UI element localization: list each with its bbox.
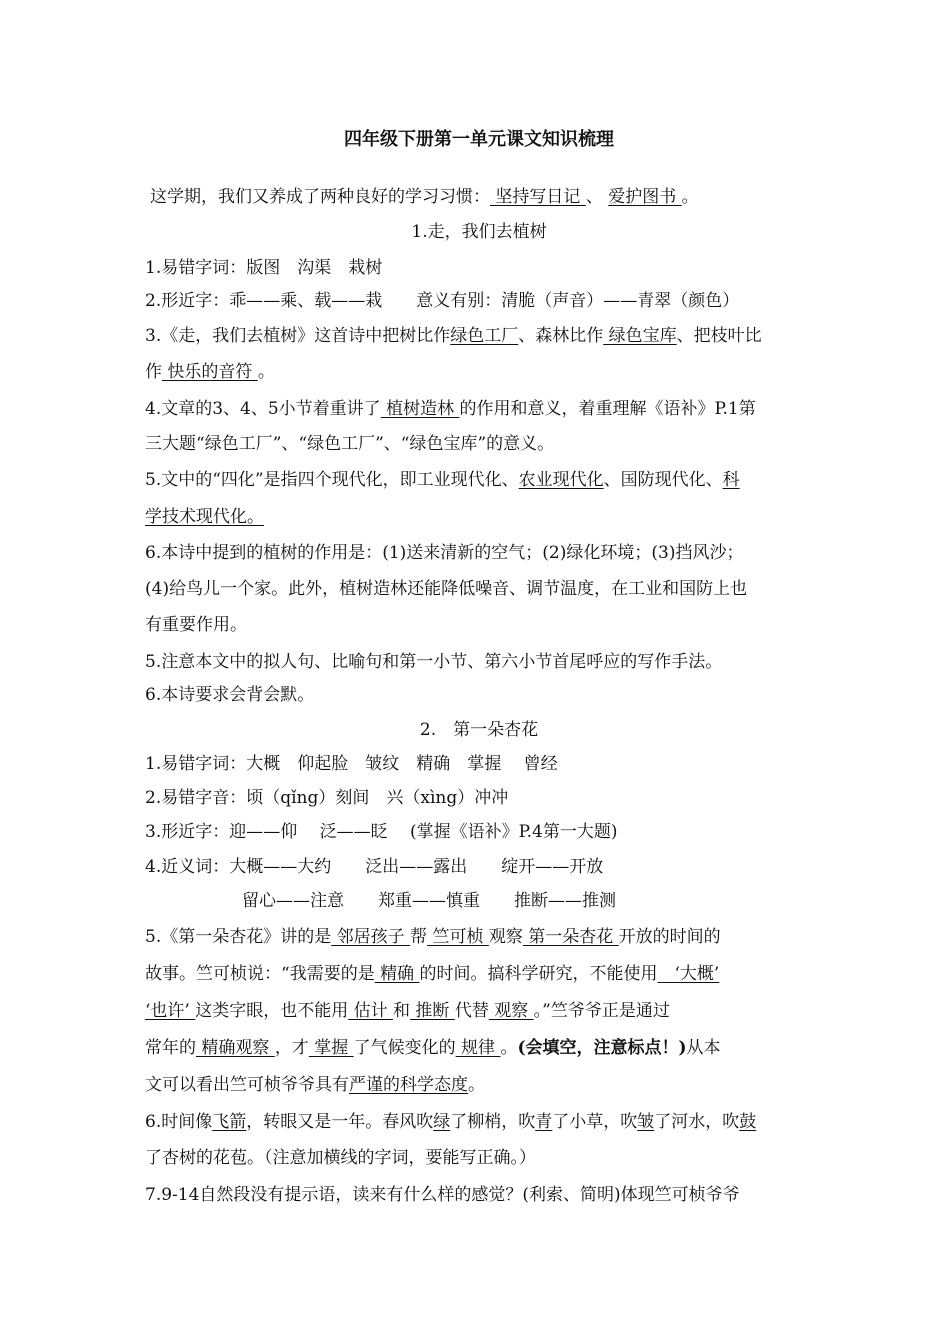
text: 开放的时间的: [618, 927, 721, 947]
blank-master: 掌握: [308, 1038, 354, 1058]
intro-sep: 、: [585, 187, 609, 207]
lesson1-line-4b: 三大题“绿色工厂”、“绿色工厂”、“绿色宝库”的意义。: [145, 434, 555, 454]
lesson2-heading: 2. 第一朵杏花: [419, 720, 539, 740]
blank-zhu-kezhen: 竺可桢: [427, 927, 489, 947]
lesson1-line-3a: [145, 324, 813, 348]
lesson1-line-6b: (4)给鸟儿一个家。此外，植树造林还能降低噪音、调节温度，在工业和国防上也: [145, 579, 748, 599]
blank-happy-notes: 快乐的音符: [162, 362, 258, 382]
blank-precise: 精确: [374, 964, 420, 984]
intro-end: 。: [681, 187, 699, 207]
lesson2-p5-line3: [145, 999, 813, 1023]
text: 5.文中的“四化”是指四个现代化，即工业现代化、: [145, 470, 519, 490]
lesson1-line-1: 1.易错字词：版图 沟渠 栽树: [145, 258, 383, 278]
underlined-word: 青: [535, 1112, 553, 1132]
lesson2-p5-line4: [145, 1036, 813, 1060]
text: 观察: [488, 927, 523, 947]
blank-first-apricot: 第一朵杏花: [522, 927, 619, 947]
underlined-word: 绿: [433, 1112, 451, 1132]
blank-science-tech: 学技术现代化。: [145, 507, 264, 527]
lesson1-line-6a: 6.本诗中提到的植树的作用是：(1)送来清新的空气；(2)绿化环境；(3)挡风沙；: [145, 543, 744, 563]
text: 6.时间像: [145, 1112, 213, 1132]
blank-green-treasury: 绿色宝库: [603, 326, 677, 346]
lesson2-line-2: 2.易错字音：顷（qǐng）刻间 兴（xìng）冲冲: [145, 788, 509, 808]
lesson1-line-4a: [145, 397, 813, 421]
lesson2-p6-line2: 了杏树的花苞。（注意加横线的字词，要能写正确。）: [145, 1148, 536, 1168]
text: 。: [468, 1075, 485, 1095]
text: 作: [145, 362, 162, 382]
blank-agriculture: 农业现代化: [518, 470, 604, 490]
text: ，转眼又是一年。春风吹: [246, 1112, 434, 1132]
lesson1-line-2: 2.形近字：乖——乘、载——栽 意义有别：清脆（声音）——青翠（颜色）: [145, 291, 740, 311]
text: 3.《走，我们去植树》这首诗中把树比作: [145, 326, 451, 346]
underlined-word: 鼓: [739, 1112, 757, 1132]
bold-note: (会填空，注意标点！): [517, 1038, 687, 1058]
text: 、国防现代化、: [603, 470, 723, 490]
text: 从本: [686, 1038, 721, 1058]
text: 代替: [454, 1001, 489, 1021]
lesson1-line-7: 5.注意本文中的拟人句、比喻句和第一小节、第六小节首尾呼应的写作手法。: [145, 652, 723, 672]
text: 文可以看出竺可桢爷爷具有: [145, 1075, 349, 1095]
lesson2-line-7: 7.9-14自然段没有提示语，读来有什么样的感觉？(利索、简明)体现竺可桢爷爷: [145, 1185, 740, 1205]
text: 了气候变化的: [353, 1038, 456, 1058]
text: 常年的: [145, 1038, 196, 1058]
text: 的作用和意义，着重理解《语补》P.1第: [459, 399, 756, 419]
blank-protect-books: 爱护图书: [608, 187, 682, 207]
blank-estimate: 估计: [348, 1001, 394, 1021]
text: 故事。竺可桢说：“我需要的是: [145, 964, 375, 984]
blank-precise-observation: 精确观察: [196, 1038, 275, 1058]
lesson2-line-1: 1.易错字词：大概 仰起脸 皱纹 精确 掌握 曾经: [145, 754, 558, 774]
lesson1-line-5b: [145, 505, 813, 529]
lesson1-line-3b: [145, 360, 813, 384]
lesson1-line-5a: [145, 468, 813, 492]
text: 了小草，吹: [552, 1112, 638, 1132]
lesson2-p5-line2: [145, 962, 813, 986]
text: 这类字眼，也不能用: [195, 1001, 349, 1021]
lesson2-p5-line1: [145, 925, 813, 949]
lesson1-heading: 1.走，我们去植树: [411, 222, 547, 242]
lesson2-line-4b: 留心——注意 郑重——慎重 推断——推测: [242, 891, 616, 911]
blank-observe: 观察: [488, 1001, 534, 1021]
blank-rigorous-attitude: 严谨的科学态度: [349, 1075, 468, 1095]
lesson1-line-8: 6.本诗要求会背会默。: [145, 685, 315, 705]
intro-paragraph: [150, 185, 818, 209]
blank-infer: 推断: [410, 1001, 455, 1021]
underlined-word: 飞箭: [212, 1112, 247, 1132]
blank-keep-diary: 坚持写日记: [490, 187, 586, 207]
text: 。: [257, 362, 275, 382]
intro-text: 这学期，我们又养成了两种良好的学习习惯：: [150, 187, 490, 207]
page-title: 四年级下册第一单元课文知识梳理: [344, 129, 614, 150]
text: 的时间。搞科学研究，不能使用: [419, 964, 658, 984]
blank-neighbor-child: 邻居孩子: [331, 927, 411, 947]
text: 了柳梢，吹: [450, 1112, 536, 1132]
text: 4.文章的3、4、5小节着重讲了: [145, 399, 381, 419]
blank-afforestation: 植树造林: [380, 399, 460, 419]
text: 、把枝叶比: [676, 326, 762, 346]
text: 。: [500, 1038, 518, 1058]
lesson2-line-4: 4.近义词：大概——大约 泛出——露出 绽开——开放: [145, 857, 604, 877]
lesson2-p5-line5: [145, 1073, 813, 1097]
lesson1-line-6c: 有重要作用。: [145, 615, 247, 635]
text: 了河水，吹: [654, 1112, 740, 1132]
text: 。”竺爷爷正是通过: [533, 1001, 670, 1021]
blank-pattern: 规律: [455, 1038, 501, 1058]
underlined-word: 皱: [637, 1112, 655, 1132]
text: 5.《第一朵杏花》讲的是: [145, 927, 332, 947]
text: 和: [393, 1001, 411, 1021]
blank-green-factory: 绿色工厂: [450, 326, 519, 346]
blank-science-start: 科: [722, 470, 740, 490]
blank-maybe: ‘也许’: [145, 1001, 196, 1021]
text: ，才: [274, 1038, 309, 1058]
text: 、森林比作: [518, 326, 604, 346]
lesson2-p6-line1: [145, 1110, 813, 1134]
lesson2-line-3: 3.形近字：迎——仰 泛——眨 (掌握《语补》P.4第一大题): [145, 822, 618, 842]
text: 帮: [410, 927, 428, 947]
blank-approximately: ‘大概’: [657, 964, 720, 984]
